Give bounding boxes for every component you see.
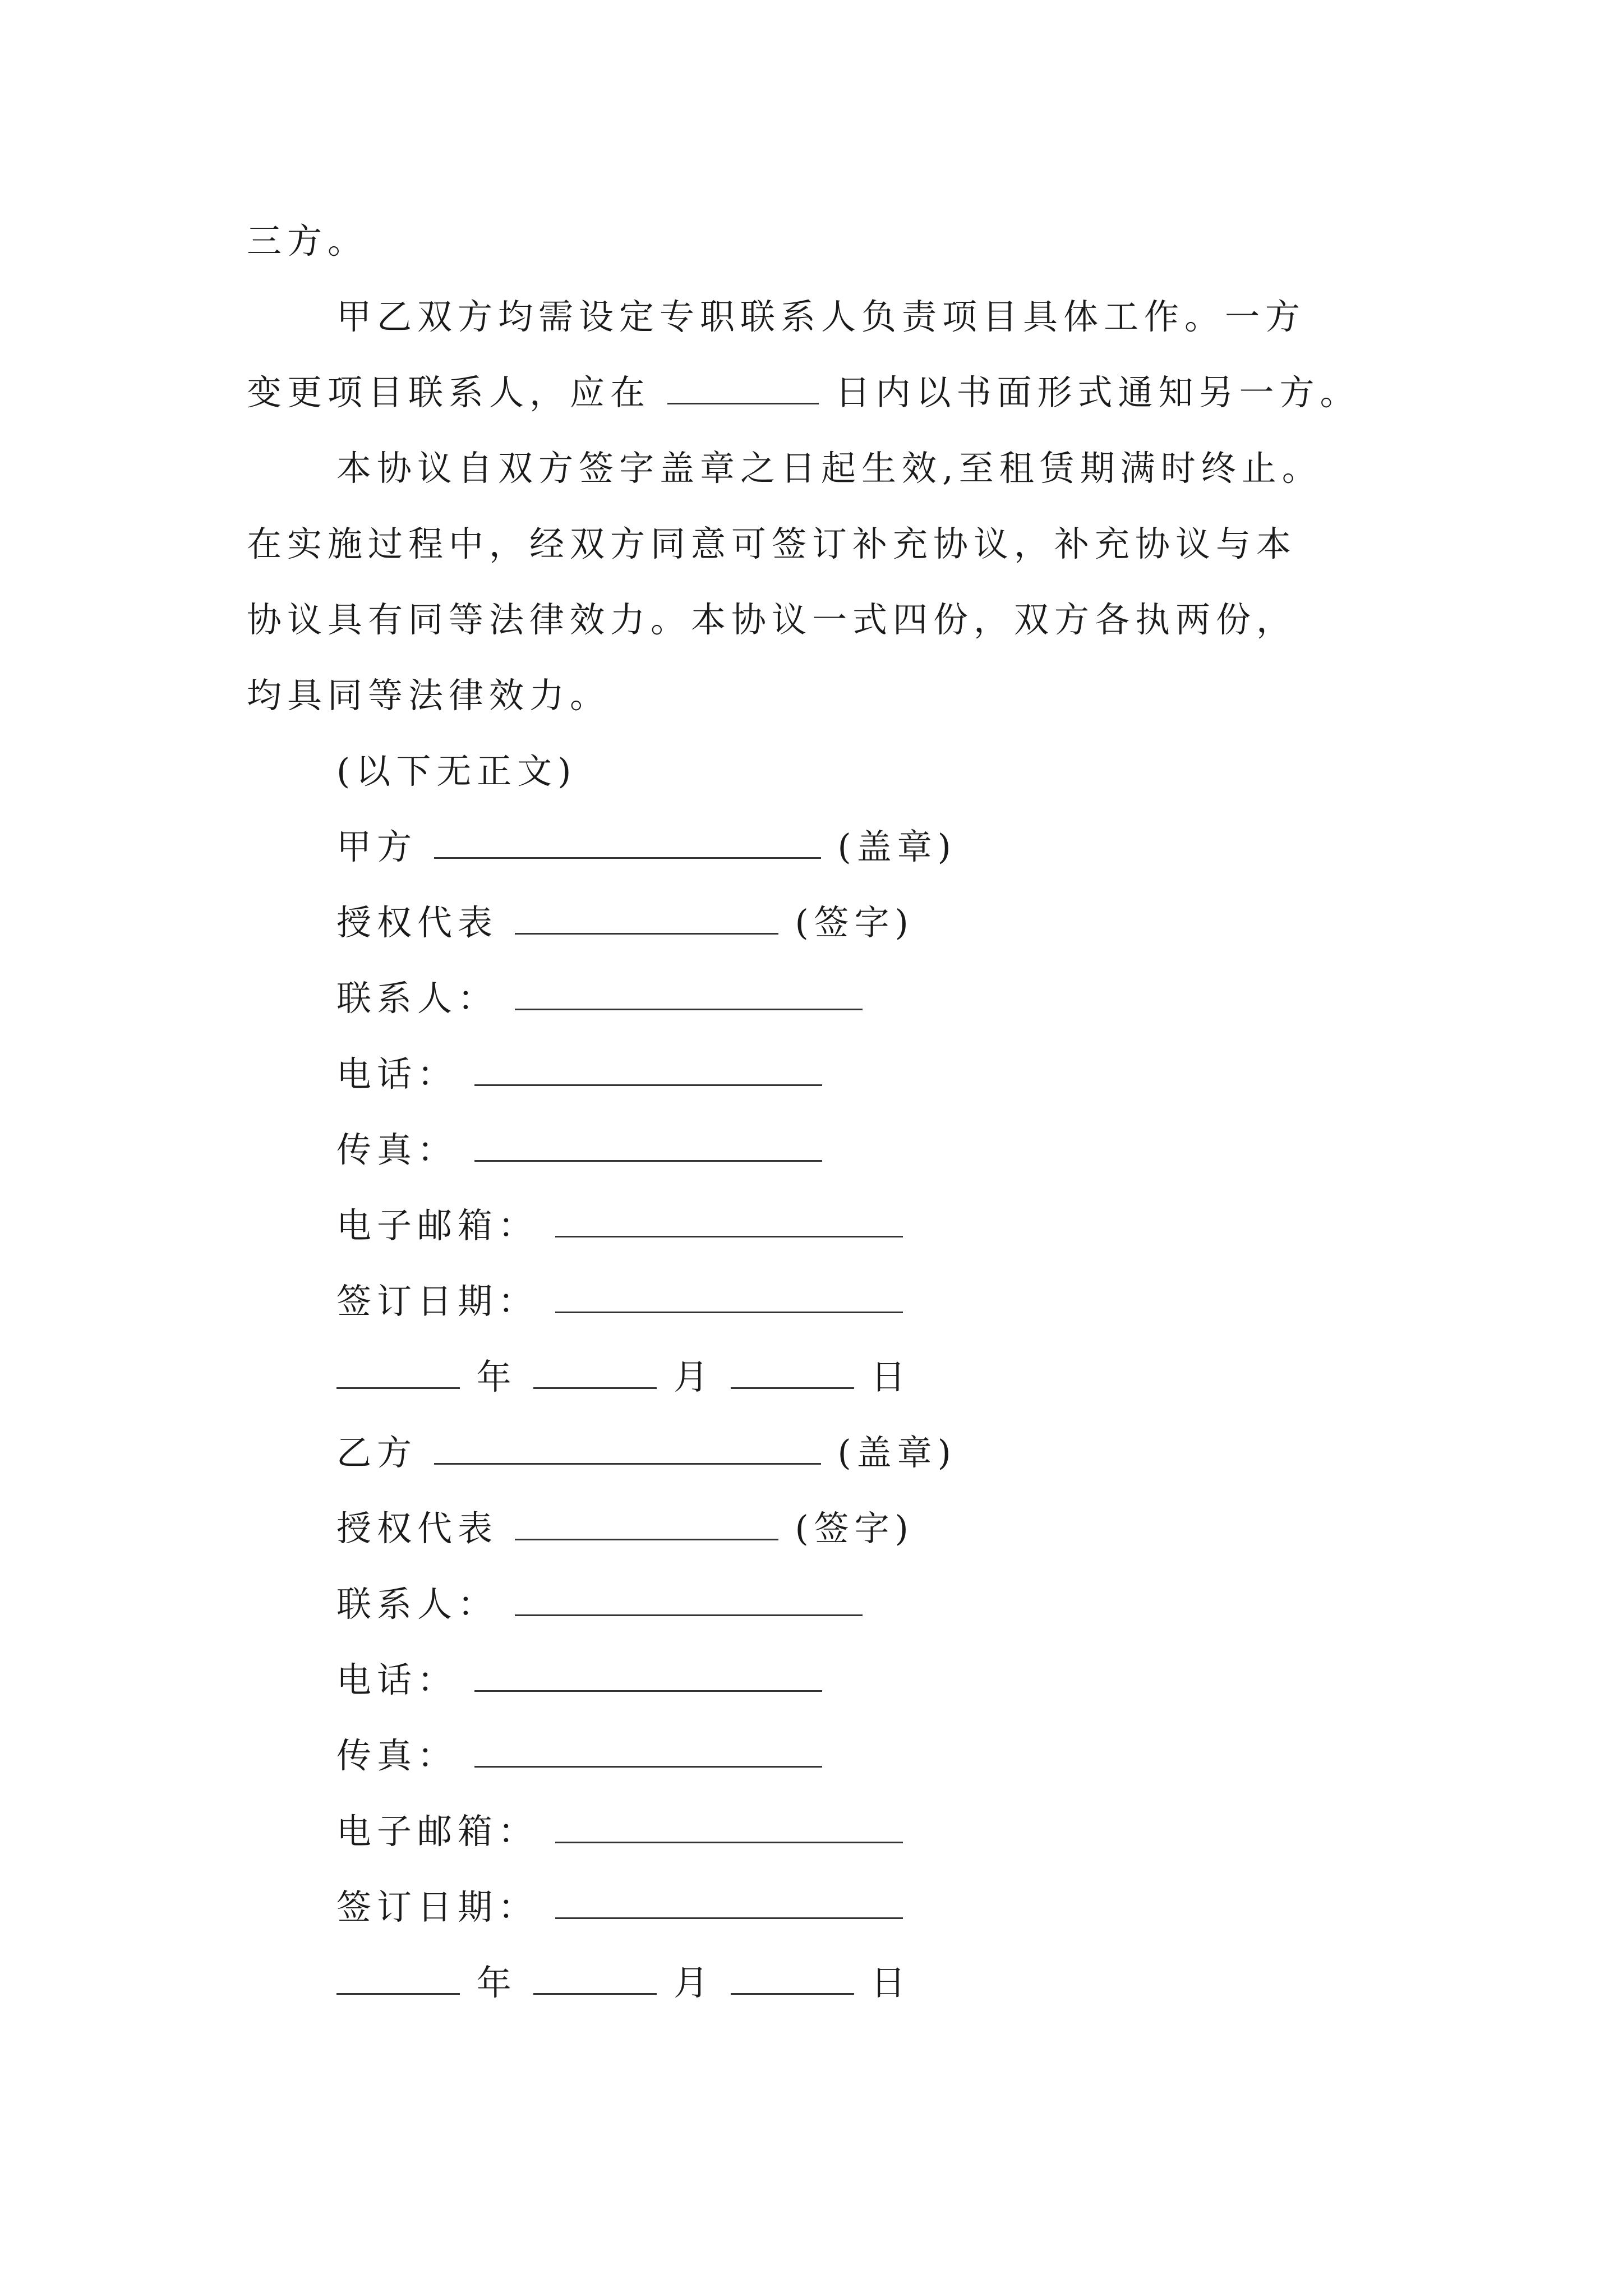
text: (以下无正文) [336, 751, 577, 792]
paragraph-line [247, 668, 610, 724]
text: 三方。 [247, 220, 368, 261]
party-b-fax-blank[interactable] [474, 1733, 822, 1768]
party-a-email-blank[interactable] [555, 1203, 903, 1237]
party-b-fax-row [336, 1728, 822, 1784]
label: 签订日期： [336, 1281, 539, 1322]
party-b-phone-row [336, 1652, 822, 1708]
day-label: 日 [870, 1962, 911, 2003]
text: 日内以书面形式通知另一方。 [835, 372, 1361, 413]
text: 变更项目联系人，应在 [247, 372, 651, 413]
paragraph-line [336, 440, 1322, 496]
paragraph-line [247, 213, 368, 269]
party-b-email-row [336, 1803, 903, 1860]
party-a-month-blank[interactable] [533, 1355, 657, 1389]
label: 电话： [336, 1659, 458, 1700]
seal-label: (盖章) [837, 1432, 957, 1473]
party-a-rep-row [336, 895, 914, 951]
label: 联系人： [336, 978, 499, 1019]
party-b-month-blank[interactable] [533, 1961, 657, 1995]
party-b-rep-row [336, 1501, 914, 1557]
party-a-date-row [336, 1273, 903, 1329]
party-b-date-blank[interactable] [555, 1885, 903, 1919]
party-a-date-blank[interactable] [555, 1279, 903, 1313]
label: 联系人： [336, 1584, 499, 1625]
party-b-day-blank[interactable] [731, 1961, 854, 1995]
party-b-contact-row [336, 1576, 863, 1632]
label: 电子邮箱： [336, 1205, 539, 1246]
label: 授权代表 [336, 902, 499, 943]
label: 授权代表 [336, 1508, 499, 1549]
day-label: 日 [870, 1356, 911, 1397]
seal-label: (盖章) [837, 826, 957, 867]
party-a-phone-row [336, 1046, 822, 1102]
party-a-day-blank[interactable] [731, 1355, 854, 1389]
label: 签订日期： [336, 1887, 539, 1927]
party-a-name-row [336, 819, 957, 875]
label: 电话： [336, 1053, 458, 1094]
no-text-note [336, 743, 577, 799]
paragraph-line [247, 516, 1297, 572]
text: 甲乙双方均需设定专职联系人负责项目具体工作。一方 [336, 296, 1306, 337]
text: 在实施过程中，经双方同意可签订补充协议，补充协议与本 [247, 523, 1297, 564]
party-a-name-blank[interactable] [434, 825, 821, 859]
paragraph-line [336, 289, 1306, 345]
text: 协议具有同等法律效力。本协议一式四份，双方各执两份， [247, 599, 1297, 640]
month-label: 月 [674, 1962, 714, 2003]
label: 电子邮箱： [336, 1811, 539, 1852]
year-label: 年 [476, 1356, 517, 1397]
party-b-name-row [336, 1425, 957, 1481]
party-a-email-row [336, 1198, 903, 1254]
party-b-contact-blank[interactable] [515, 1582, 863, 1616]
party-b-date-row [336, 1879, 903, 1935]
month-label: 月 [674, 1356, 714, 1397]
party-a-rep-blank[interactable] [515, 900, 778, 935]
paragraph-line [247, 365, 1360, 421]
paragraph-line [247, 592, 1297, 648]
party-b-name-blank[interactable] [434, 1430, 821, 1465]
party-b-email-blank[interactable] [555, 1809, 903, 1843]
party-a-contact-blank[interactable] [515, 976, 863, 1010]
party-a-ymd-row [336, 1349, 911, 1405]
party-a-fax-blank[interactable] [474, 1128, 822, 1162]
label: 甲方 [336, 826, 418, 867]
text: 本协议自双方签字盖章之日起生效,至租赁期满时终止。 [336, 448, 1322, 489]
sign-label: (签字) [795, 902, 914, 943]
party-b-year-blank[interactable] [336, 1961, 460, 1995]
party-a-contact-row [336, 970, 863, 1027]
party-b-rep-blank[interactable] [515, 1506, 778, 1540]
party-a-fax-row [336, 1122, 822, 1178]
party-b-phone-blank[interactable] [474, 1658, 822, 1692]
days-blank[interactable] [667, 370, 819, 404]
label: 乙方 [336, 1432, 418, 1473]
party-b-ymd-row [336, 1955, 911, 2011]
party-a-phone-blank[interactable] [474, 1052, 822, 1086]
label: 传真： [336, 1735, 458, 1776]
text: 均具同等法律效力。 [247, 675, 611, 716]
party-a-year-blank[interactable] [336, 1355, 460, 1389]
label: 传真： [336, 1129, 458, 1170]
year-label: 年 [476, 1962, 517, 2003]
sign-label: (签字) [795, 1508, 914, 1549]
